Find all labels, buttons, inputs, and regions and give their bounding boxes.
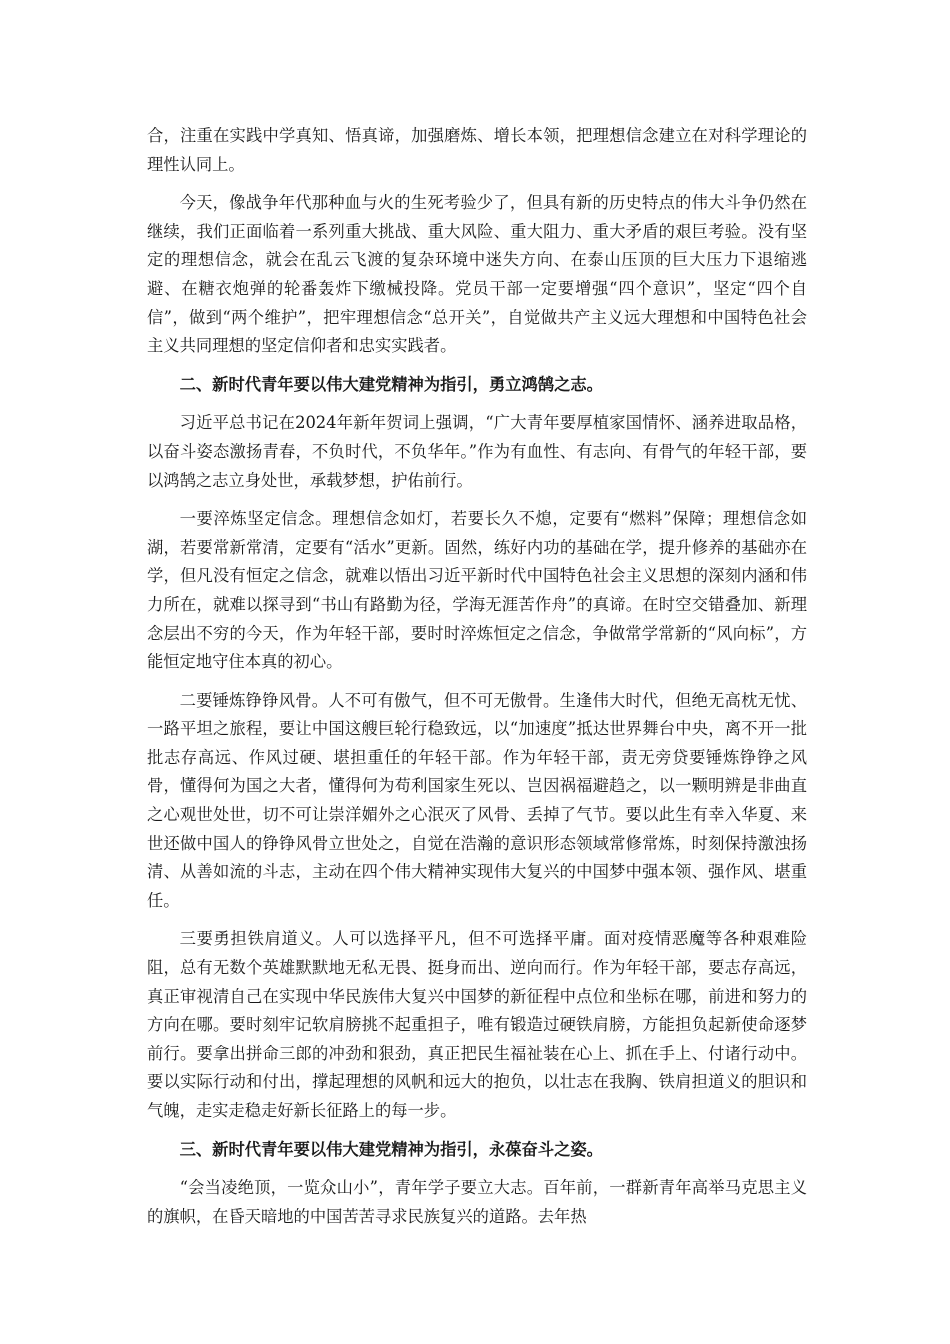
- paragraph-ambition: “会当凌绝顶，一览众山小”，青年学子要立大志。百年前，一群新青年高举马克思主义的旗帜，在昏天暗地的中国苦苦寻求民族复兴的道路。去年热: [147, 1178, 807, 1226]
- section-heading-3: 三、新时代青年要以伟大建党精神为指引，永葆奋斗之姿。: [179, 1139, 603, 1159]
- paragraph-new-year-speech: 习近平总书记在2024年新年贺词上强调，“广大青年要厚植家国情怀、涵养进取品格，以奋斗姿态激扬青春，不负时代，不负华年。”作为有血性、有志向、有骨气的年轻干部，要以鸿鹄之志立身处世，承载梦想，护佑前行。: [147, 413, 807, 490]
- paragraph-belief: 一要淬炼坚定信念。理想信念如灯，若要长久不熄，定要有“燃料”保障；理想信念如湖，若要常新常清，定要有“活水”更新。固然，练好内功的基础在学，提升修养的基础亦在学，但凡没有恒定之信念，就难以悟出习近平新时代中国特色社会主义思想的深刻内涵和伟力所在，就难以探寻到“书山有路勤为径，学海无涯苦作舟”的真谛。在时空交错叠加、新理念层出不穷的今天，作为年轻干部，要时时淬炼恒定之信念，争做常学常新的“风向标”，方能恒定地守住本真的初心。: [147, 509, 807, 672]
- paragraph-continuation: 合，注重在实践中学真知、悟真谛，加强磨炼、增长本领，把理想信念建立在对科学理论的理性认同上。: [147, 126, 807, 174]
- paragraph-ideal-test: 今天，像战争年代那种血与火的生死考验少了，但具有新的历史特点的伟大斗争仍然在继续，我们正面临着一系列重大挑战、重大风险、重大阻力、重大矛盾的艰巨考验。没有坚定的理想信念，就会在乱云飞渡的复杂环境中迷失方向、在泰山压顶的巨大压力下退缩逃避、在糖衣炮弹的轮番轰炸下缴械投降。党员干部一定要增强“四个意识”，坚定“四个自信”，做到“两个维护”，把牢理想信念“总开关”，自觉做共产主义远大理想和中国特色社会主义共同理想的坚定信仰者和忠实实践者。: [147, 193, 807, 356]
- section-heading-2: 二、新时代青年要以伟大建党精神为指引，勇立鸿鹄之志。: [179, 374, 603, 394]
- paragraph-backbone: 二要锤炼铮铮风骨。人不可有傲气，但不可无傲骨。生逢伟大时代，但绝无高枕无忧、一路平坦之旅程，要让中国这艘巨轮行稳致远，以“加速度”抵达世界舞台中央，离不开一批批志存高远、作风过硬、堪担重任的年轻干部。作为年轻干部，责无旁贷要锤炼铮铮之风骨，懂得何为国之大者，懂得何为苟利国家生死以、岂因祸福避趋之，以一颗明辨是非曲直之心观世处世，切不可让崇洋媚外之心泯灭了风骨、丢掉了气节。要以此生有幸入华夏、来世还做中国人的铮铮风骨立世处之，自觉在浩瀚的意识形态领域常修常炼，时刻保持激浊扬清、从善如流的斗志，主动在四个伟大精神实现伟大复兴的中国梦中强本领、强作风、堪重任。: [147, 690, 807, 910]
- document-page: [147, 122, 807, 1241]
- paragraph-responsibility: 三要勇担铁肩道义。人可以选择平凡，但不可选择平庸。面对疫情恶魔等各种艰难险阻，总有无数个英雄默默地无私无畏、挺身而出、逆向而行。作为年轻干部，要志存高远，真正审视清自己在实现中华民族伟大复兴中国梦的新征程中点位和坐标在哪，前进和努力的方向在哪。要时刻牢记软肩膀挑不起重担子，唯有锻造过硬铁肩膀，方能担负起新使命逐梦前行。要拿出拼命三郎的冲劲和狠劲，真正把民生福祉装在心上、抓在手上、付诸行动中。要以实际行动和付出，撑起理想的风帆和远大的抱负，以壮志在我胸、铁肩担道义的胆识和气魄，走实走稳走好新长征路上的每一步。: [147, 929, 807, 1120]
